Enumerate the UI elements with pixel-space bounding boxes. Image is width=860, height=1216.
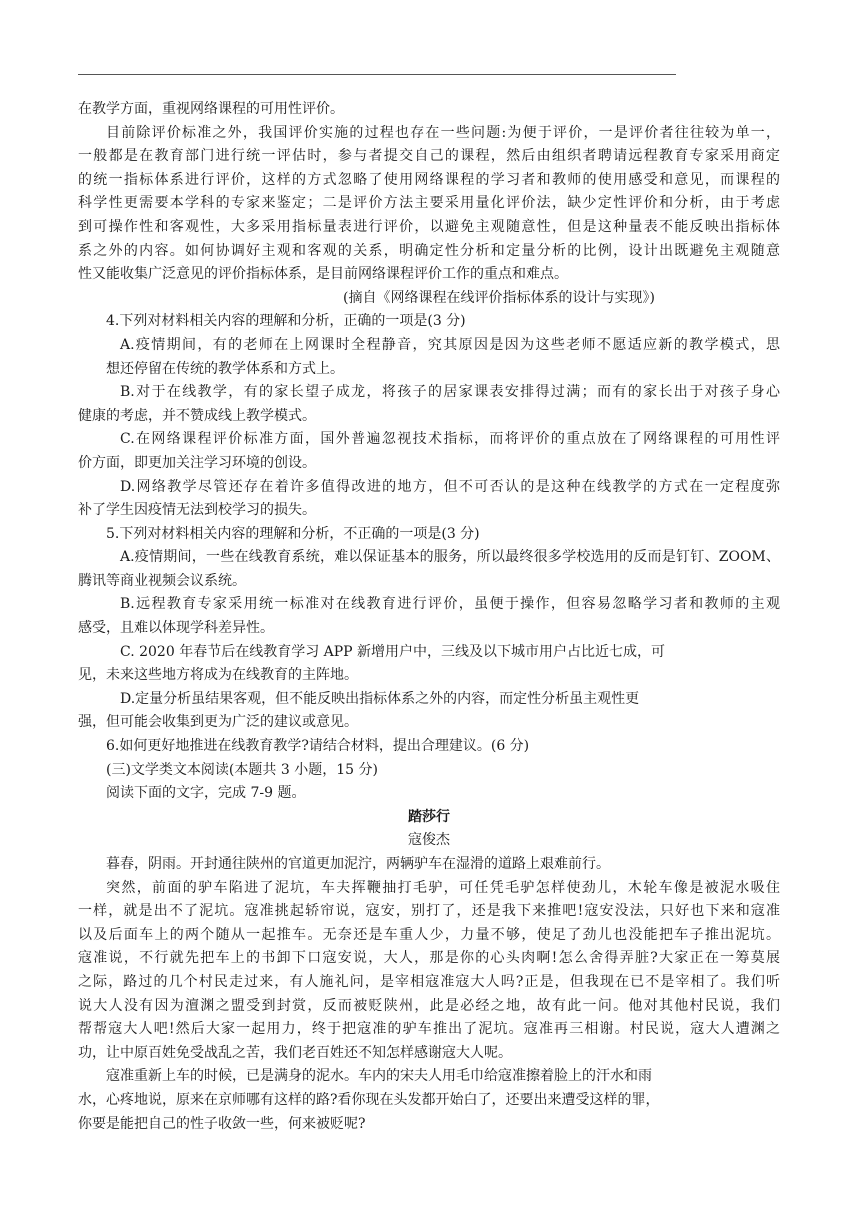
option-4b: B.对于在线教学，有的家长望子成龙，将孩子的居家课表安排得过满；而有的家长出于对孩子身心 bbox=[120, 384, 780, 401]
text-line: 一样，就是出不了泥坑。寇准挑起轿帘说，寇安，别打了，还是我下来推吧!寇安没法，只好也下来和寇准 bbox=[78, 903, 780, 920]
story-title: 踏莎行 bbox=[408, 808, 450, 825]
story-author: 寇俊杰 bbox=[408, 832, 450, 849]
option-5c: C. 2020 年春节后在线教育学习 APP 新增用户中，三线及以下城市用户占比近七成，可 bbox=[120, 643, 666, 660]
section-heading: (三)文学类文本阅读(本题共 3 小题，15 分) bbox=[106, 761, 378, 778]
text-line: 帮帮寇大人吧!然后大家一起用力，终于把寇准的驴车推出了泥坑。寇准再三相谢。村民说，寇大人遭渊之 bbox=[78, 1021, 780, 1038]
text-line: 系之外的内容。如何协调好主观和客观的关系，明确定性分析和定量分析的比例，设计出既避免主观随意 bbox=[78, 242, 780, 259]
option-4d: D.网络教学尽管还存在着许多值得改进的地方，但不可否认的是这种在线教学的方式在一定程度弥 bbox=[120, 478, 780, 495]
text-line: 科学性更需要本学科的专家来鉴定；二是评价方法主要采用量化评价法，缺少定性评价和分析，由于考虑 bbox=[78, 195, 780, 212]
option-5b-cont: 感受，且难以体现学科差异性。 bbox=[78, 620, 274, 637]
question-6: 6.如何更好地推进在线教育教学?请结合材料，提出合理建议。(6 分) bbox=[106, 738, 530, 755]
text-line: 寇准说，不行就先把车上的书卸下口寇安说，大人，那是你的心头肉啊!怎么舍得弄脏?大家正在一筹莫展 bbox=[78, 950, 780, 967]
text-line: 在教学方面，重视网络课程的可用性评价。 bbox=[78, 101, 344, 117]
text-line: 寇准重新上车的时候，已是满身的泥水。车内的宋夫人用毛巾给寇准擦着脸上的汗水和雨 bbox=[106, 1068, 652, 1085]
option-5b: B.远程教育专家采用统一标准对在线教育进行评价，虽便于操作，但容易忽略学习者和教师的主观 bbox=[120, 596, 780, 613]
source-citation: (摘自《网络课程在线评价指标体系的设计与实现》) bbox=[343, 289, 655, 306]
text-line: 目前除评价标准之外，我国评价实施的过程也存在一些问题:为便于评价，一是评价者往往较为单一， bbox=[106, 124, 780, 141]
document-body bbox=[78, 98, 780, 1136]
option-5c-cont: 见，未来这些地方将成为在线教育的主阵地。 bbox=[78, 667, 358, 684]
option-5a-cont: 腾讯等商业视频会议系统。 bbox=[78, 572, 246, 589]
option-4b-cont: 健康的考虑，并不赞成线上教学模式。 bbox=[78, 407, 316, 424]
text-line: 之际，路过的几个村民走过来，有人施礼问，是宰相寇准寇大人吗?正是，但我现在已不是宰相了。我们听 bbox=[78, 973, 780, 990]
question-5: 5.下列对材料相关内容的理解和分析，不正确的一项是(3 分) bbox=[106, 525, 480, 542]
text-line: 突然，前面的驴车陷进了泥坑，车夫挥鞭抽打毛驴，可任凭毛驴怎样使劲儿，木轮车像是被泥水吸住 bbox=[106, 879, 780, 896]
text-line: 一般都是在教育部门进行统一评估时，参与者提交自己的课程，然后由组织者聘请远程教育专家采用商定 bbox=[78, 148, 780, 165]
question-4: 4.下列对材料相关内容的理解和分析，正确的一项是(3 分) bbox=[106, 313, 466, 330]
option-4d-cont: 补了学生因疫情无法到校学习的损失。 bbox=[78, 502, 316, 519]
header-rule bbox=[78, 74, 676, 75]
text-line: 的统一指标体系进行评价，这样的方式忽略了使用网络课程的学习者和教师的使用感受和意见，而课程的 bbox=[78, 171, 780, 188]
text-line: 你要是能把自己的性子收敛一些，何来被贬呢? bbox=[78, 1115, 366, 1132]
option-4a: A.疫情期间，有的老师在上网课时全程静音，究其原因是因为这些老师不愿适应新的教学模式，思 bbox=[120, 336, 780, 353]
text-line: 性又能收集广泛意见的评价指标体系，是目前网络课程评价工作的重点和难点。 bbox=[78, 266, 568, 283]
text-line: 说大人没有因为澶渊之盟受到封赏，反而被贬陕州，此是必经之地，故有此一问。他对其他村民说，我们 bbox=[78, 997, 780, 1014]
text-line: 以及后面车上的两个随从一起推车。无奈还是车重人少，力量不够，使足了劲儿也没能把车子推出泥坑。 bbox=[78, 926, 780, 943]
option-5a: A.疫情期间，一些在线教育系统，难以保证基本的服务，所以最终很多学校选用的反而是钉钉、ZOOM、 bbox=[120, 549, 780, 566]
text-line: 水，心疼地说，原来在京师哪有这样的路?看你现在头发都开始白了，还要出来遭受这样的罪， bbox=[78, 1091, 660, 1108]
option-4c-cont: 价方面，即更加关注学习环境的创设。 bbox=[78, 454, 316, 471]
option-4c: C.在网络课程评价标准方面，国外普遍忽视技术指标，而将评价的重点放在了网络课程的可用性评 bbox=[120, 431, 780, 448]
text-line: 功，让中原百姓免受战乱之苦，我们老百姓还不知怎样感谢寇大人呢。 bbox=[78, 1044, 512, 1061]
text-line: 暮春，阴雨。开封通往陕州的官道更加泥泞，两辆驴车在湿滑的道路上艰难前行。 bbox=[106, 856, 610, 872]
reading-instruction: 阅读下面的文字，完成 7-9 题。 bbox=[106, 785, 306, 802]
option-4a-cont: 想还停留在传统的教学体系和方式上。 bbox=[106, 360, 344, 377]
option-5d-cont: 强，但可能会收集到更为广泛的建议或意见。 bbox=[78, 714, 358, 731]
text-line: 到可操作性和客观性，大多采用指标量表进行评价，以避免主观随意性，但是这种量表不能反映出指标体 bbox=[78, 218, 780, 235]
option-5d: D.定量分析虽结果客观，但不能反映出指标体系之外的内容，而定性分析虽主观性更 bbox=[120, 690, 640, 707]
